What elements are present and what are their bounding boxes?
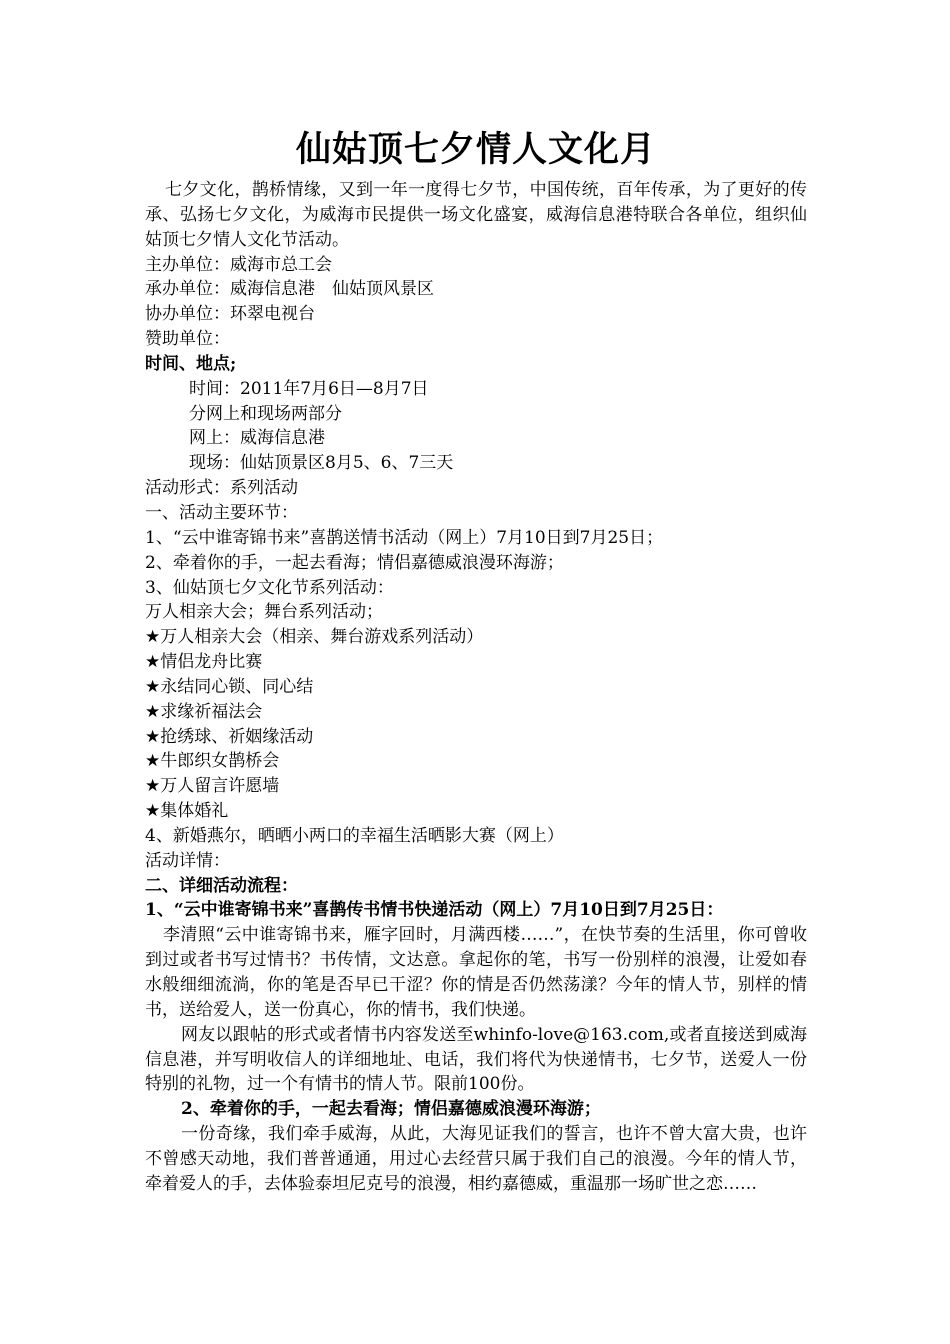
section2-sub1-heading: 1、“云中谁寄锦书来”喜鹊传书情书快递活动（网上）7月10日到7月25日： bbox=[145, 900, 724, 921]
section2-sub2-heading: 2、牵着你的手，一起去看海；情侣嘉德威浪漫环海游； bbox=[181, 1099, 601, 1120]
star-icon: ★ bbox=[145, 751, 161, 772]
star-item bbox=[145, 774, 807, 799]
star-item-label: 牛郎织女鹊桥会 bbox=[160, 751, 280, 772]
activity-form: 活动形式：系列活动 bbox=[145, 478, 298, 499]
section2-sub1-paragraph-1: 李清照“云中谁寄锦书来，雁字回时，月满西楼……”，在快节奏的生活里，你可曾收到过或者书写过情书？书传情，文达意。拿起你的笔，书写一份别样的浪漫，让爱如春水般细细流淌，你的笔是否早已干涩？你的情是否仍然荡漾？今年的情人节，别样的情书，送给爱人，送一份真心，你的情书，我们快递。 bbox=[145, 925, 807, 1020]
parts-line: 分网上和现场两部分 bbox=[189, 403, 342, 424]
section2-sub2-paragraph: 一份奇缘，我们牵手威海，从此，大海见证我们的誓言，也许不曾大富大贵，也许不曾感天动地，我们普普通通，用过心去经营只属于我们自己的浪漫。今年的情人节，牵着爱人的手，去体验泰坦尼克号的浪漫，相约嘉德威，重温那一场旷世之恋…… bbox=[145, 1124, 807, 1194]
section1-item-2: 2、牵着你的手，一起去看海；情侣嘉德威浪漫环海游； bbox=[145, 552, 564, 573]
section1-item-4: 4、新婚燕尔，晒晒小两口的幸福生活晒影大赛（网上） bbox=[145, 825, 564, 846]
section1-item-3-sub: 万人相亲大会；舞台系列活动； bbox=[145, 602, 383, 623]
document-page bbox=[145, 122, 807, 1197]
section1-item-3: 3、仙姑顶七夕文化节系列活动： bbox=[145, 577, 394, 598]
sponsor-unit: 赞助单位： bbox=[145, 329, 230, 350]
star-item bbox=[145, 625, 807, 650]
star-icon: ★ bbox=[145, 627, 161, 648]
host-unit: 主办单位：威海市总工会 bbox=[145, 254, 332, 275]
activity-details-label: 活动详情： bbox=[145, 850, 230, 871]
section2-heading: 二、详细活动流程： bbox=[145, 875, 298, 896]
star-item bbox=[145, 675, 807, 700]
undertake-unit: 承办单位：威海信息港 仙姑顶风景区 bbox=[145, 279, 434, 300]
star-icon: ★ bbox=[145, 726, 161, 747]
star-item-label: 抢绣球、祈姻缘活动 bbox=[160, 726, 314, 747]
star-icon: ★ bbox=[145, 701, 161, 722]
time-place-heading: 时间、地点; bbox=[145, 353, 237, 374]
star-item bbox=[145, 725, 807, 750]
time-line: 时间：2011年7月6日—8月7日 bbox=[189, 378, 429, 399]
section1-item-1: 1、“云中谁寄锦书来”喜鹊送情书活动（网上）7月10日到7月25日； bbox=[145, 527, 664, 548]
star-item bbox=[145, 650, 807, 675]
star-item-label: 永结同心锁、同心结 bbox=[160, 676, 314, 697]
star-icon: ★ bbox=[145, 776, 161, 797]
star-item-label: 万人相亲大会（相亲、舞台游戏系列活动） bbox=[160, 627, 484, 648]
star-item-label: 情侣龙舟比赛 bbox=[160, 652, 263, 673]
star-item-label: 万人留言许愿墙 bbox=[160, 776, 280, 797]
star-item-label: 求缘祈福法会 bbox=[160, 701, 263, 722]
section2-sub1-paragraph-2: 网友以跟帖的形式或者情书内容发送至whinfo-love@163.com,或者直接送到威海信息港，并写明收信人的详细地址、电话，我们将代为快递情书，七夕节，送爱人一份特别的礼物，过一个有情书的情人节。限前100份。 bbox=[145, 1024, 807, 1095]
cohost-unit: 协办单位：环翠电视台 bbox=[145, 304, 315, 325]
star-item bbox=[145, 749, 807, 774]
section1-heading: 一、活动主要环节： bbox=[145, 502, 298, 523]
online-line: 网上：威海信息港 bbox=[189, 428, 325, 449]
onsite-line: 现场：仙姑顶景区8月5、6、7三天 bbox=[189, 453, 454, 474]
star-icon: ★ bbox=[145, 652, 161, 673]
star-icon: ★ bbox=[145, 676, 161, 697]
intro-paragraph: 七夕文化，鹊桥情缘，又到一年一度得七夕节，中国传统，百年传承，为了更好的传承、弘扬七夕文化，为威海市民提供一场文化盛宴，威海信息港特联合各单位，组织仙姑顶七夕情人文化节活动。 bbox=[145, 180, 807, 250]
star-item bbox=[145, 700, 807, 725]
star-item-label: 集体婚礼 bbox=[160, 801, 229, 822]
star-icon: ★ bbox=[145, 801, 161, 822]
star-item bbox=[145, 799, 807, 824]
document-title: 仙姑顶七夕情人文化月 bbox=[295, 129, 656, 170]
